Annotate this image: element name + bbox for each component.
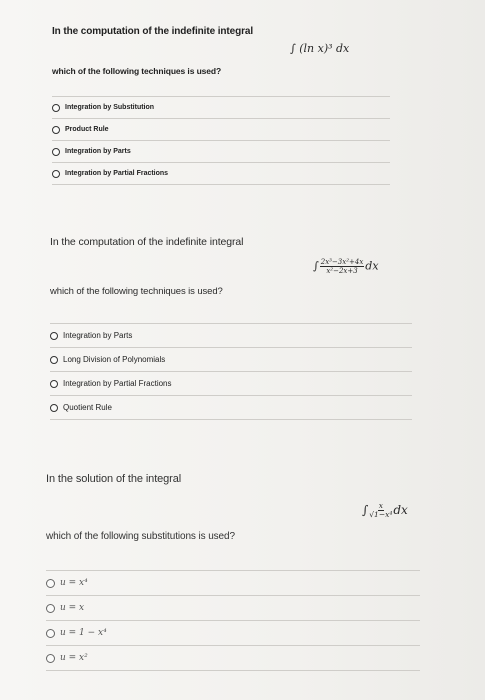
q1-question: which of the following techniques is used? [52,66,222,76]
q3-denominator: √1−x⁴ [369,510,393,519]
q3-formula [362,502,408,519]
radio-button[interactable] [46,654,55,663]
q2-question: which of the following techniques is used? [50,286,223,297]
q3-option-1[interactable] [46,570,420,595]
q2-prompt: In the computation of the indefinite integral [50,236,244,248]
q1-prompt: In the computation of the indefinite integral [52,26,254,37]
radio-button[interactable] [52,170,60,178]
radio-button[interactable] [46,629,55,638]
radio-button[interactable] [52,148,60,156]
q1-option-3[interactable] [52,140,390,162]
dx-label: dx [365,259,379,273]
q2-denominator: x²−2x+3 [326,267,358,275]
q2-option-2[interactable] [50,347,412,371]
q2-option-4[interactable] [50,395,412,420]
option-label: u = x² [60,653,88,663]
q1-option-4[interactable] [52,162,390,185]
integral-sign: ∫ [313,259,319,273]
option-label: u = 1 − x⁴ [60,628,107,638]
option-label: Integration by Parts [65,148,131,155]
option-label: Integration by Parts [63,331,133,340]
q3-question: which of the following substitutions is used? [46,531,235,542]
q1-option-1[interactable] [52,96,390,118]
option-label: Product Rule [65,126,109,133]
integral-sign: ∫ [362,503,369,517]
radio-button[interactable] [52,104,60,112]
radio-button[interactable] [50,332,58,340]
q1-option-2[interactable] [52,118,390,140]
q3-numerator: x [378,501,383,510]
option-label: Quotient Rule [63,403,112,412]
option-label: Long Division of Polynomials [63,355,166,364]
q3-option-4[interactable] [46,645,420,671]
q2-formula [313,258,379,275]
q2-option-1[interactable] [50,323,412,347]
radio-button[interactable] [50,356,58,364]
option-label: Integration by Partial Fractions [63,379,172,388]
q2-fraction [320,258,365,275]
radio-button[interactable] [46,579,55,588]
radio-button[interactable] [50,380,58,388]
q2-numerator: 2x³−3x²+4x [320,258,364,266]
q2-options [50,323,412,420]
option-label: u = x⁴ [60,578,88,588]
q3-options [46,570,420,671]
q3-option-3[interactable] [46,620,420,645]
option-label: u = x [60,603,85,613]
q2-option-3[interactable] [50,371,412,395]
radio-button[interactable] [46,604,55,613]
radio-button[interactable] [52,126,60,134]
q3-option-2[interactable] [46,595,420,620]
option-label: Integration by Partial Fractions [65,170,169,177]
q1-formula: ∫ (ln x)³ dx [290,42,350,55]
radio-button[interactable] [50,404,58,412]
dx-label: dx [393,503,408,517]
q3-prompt: In the solution of the integral [46,473,182,485]
option-label: Integration by Substitution [65,104,155,111]
q1-options [52,96,390,185]
q3-fraction [369,502,392,519]
